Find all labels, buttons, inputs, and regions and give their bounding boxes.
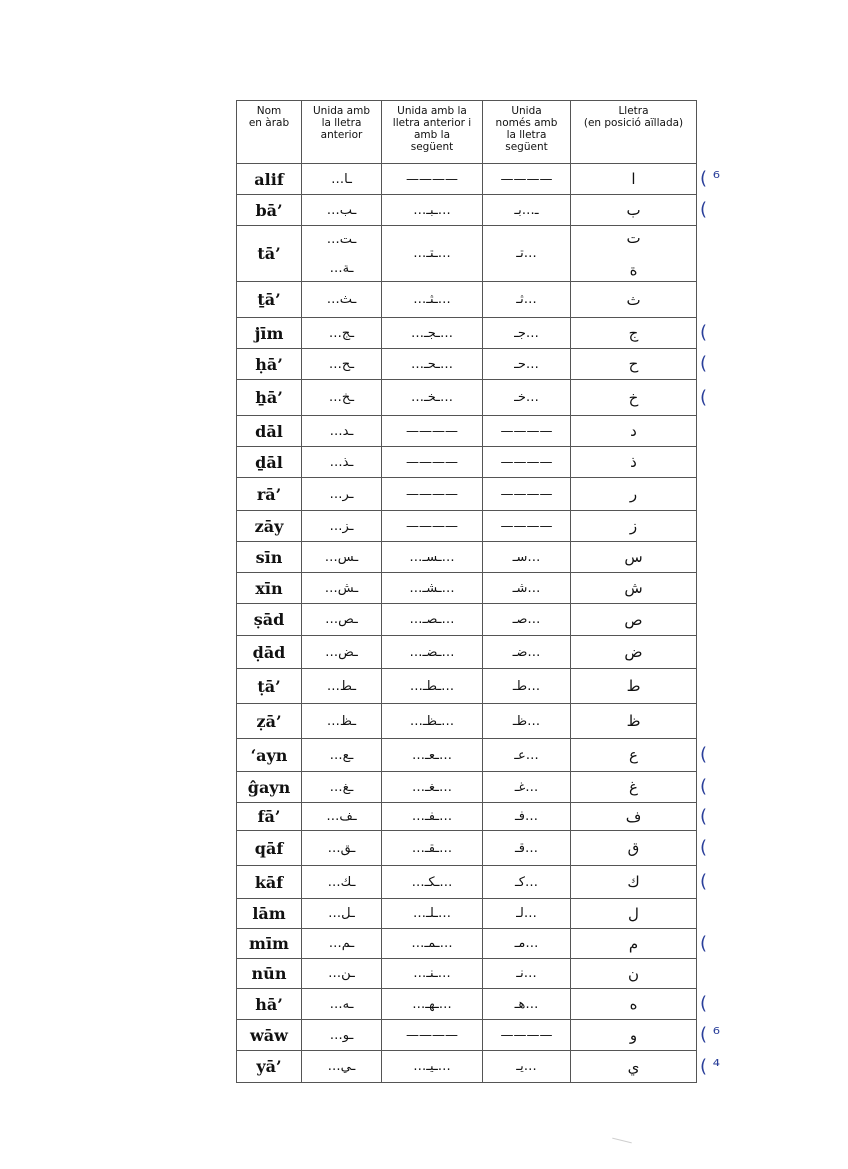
letter-name: ḍād — [237, 636, 302, 669]
letter-name: alif — [237, 164, 302, 195]
isolated-form: ص — [571, 604, 697, 636]
isolated-form: ه — [571, 989, 697, 1020]
table-row — [237, 164, 697, 195]
letter-name: qāf — [237, 831, 302, 866]
medial-form: ———— — [382, 416, 483, 447]
initial-form: ـ…بـ — [483, 195, 571, 226]
isolated-form: و — [571, 1020, 697, 1051]
table-row — [237, 1051, 697, 1083]
letter-name: ĝayn — [237, 772, 302, 803]
table-row — [237, 282, 697, 318]
letter-name: ẖā’ — [237, 380, 302, 416]
final-form: …ـت — [326, 231, 357, 247]
isolated-form: ث — [571, 282, 697, 318]
table-row — [237, 604, 697, 636]
margin-check-mark: ( — [700, 353, 708, 374]
header-name: Nom en àrab — [237, 101, 302, 164]
isolated-form: ن — [571, 959, 697, 989]
letter-name: fā’ — [237, 803, 302, 831]
letter-name: bā’ — [237, 195, 302, 226]
isolated-form: ض — [571, 636, 697, 669]
final-form: …ـز — [302, 511, 382, 542]
medial-form: …ـغـ… — [382, 772, 483, 803]
medial-form: …ـضـ… — [382, 636, 483, 669]
medial-form: …ـظـ… — [382, 704, 483, 739]
isolated-form: خ — [571, 380, 697, 416]
isolated-form: ل — [571, 899, 697, 929]
isolated-form: ظ — [571, 704, 697, 739]
isolated-form: س — [571, 542, 697, 573]
final-form: …ـغ — [302, 772, 382, 803]
letter-name: dāl — [237, 416, 302, 447]
table-row — [237, 349, 697, 380]
medial-form: …ـلـ… — [382, 899, 483, 929]
isolated-form: م — [571, 929, 697, 959]
medial-form: …ـعـ… — [382, 739, 483, 772]
medial-form: …ـثـ… — [382, 282, 483, 318]
final-form: …ـض — [302, 636, 382, 669]
medial-form: …ـمـ… — [382, 929, 483, 959]
final-form: …ـح — [302, 349, 382, 380]
isolated-form: ي — [571, 1051, 697, 1083]
initial-form: كـ… — [483, 866, 571, 899]
final-form: …ـخ — [302, 380, 382, 416]
letter-name: ṯā’ — [237, 282, 302, 318]
initial-form: سـ… — [483, 542, 571, 573]
medial-form: …ـصـ… — [382, 604, 483, 636]
arabic-alphabet-table-wrapper — [236, 100, 696, 1083]
margin-check-mark: ( — [700, 744, 708, 765]
table-row — [237, 318, 697, 349]
final-form: …ـن — [302, 959, 382, 989]
letter-name: kāf — [237, 866, 302, 899]
initial-form: هـ… — [483, 989, 571, 1020]
table-row — [237, 899, 697, 929]
final-form: …ـه — [302, 989, 382, 1020]
isolated-form: ك — [571, 866, 697, 899]
table-row — [237, 959, 697, 989]
margin-check-mark: ( — [700, 199, 708, 220]
margin-check-mark: ( — [700, 805, 708, 827]
medial-form: …ـسـ… — [382, 542, 483, 573]
arabic-alphabet-table — [236, 100, 697, 1083]
final-form: …ـا — [302, 164, 382, 195]
isolated-form: ح — [571, 349, 697, 380]
final-form: …ـط — [302, 669, 382, 704]
isolated-form: ط — [571, 669, 697, 704]
margin-check-mark: ( — [700, 993, 708, 1014]
letter-name: mīm — [237, 929, 302, 959]
medial-form: ———— — [382, 447, 483, 478]
medial-form: ———— — [382, 478, 483, 511]
header-initial: Unida només amb la lletra següent — [483, 101, 571, 164]
isolated-form: ج — [571, 318, 697, 349]
medial-form: …ـكـ… — [382, 866, 483, 899]
table-row — [237, 739, 697, 772]
initial-form: ———— — [483, 447, 571, 478]
table-row — [237, 669, 697, 704]
letter-name: jīm — [237, 318, 302, 349]
final-form: …ـث — [302, 282, 382, 318]
medial-form: …ـتـ… — [382, 226, 483, 282]
initial-form: حـ… — [483, 349, 571, 380]
margin-check-mark: ( ⁶ — [700, 168, 720, 189]
header-medial: Unida amb la lletra anterior i amb la següent — [382, 101, 483, 164]
final-form: …ـج — [302, 318, 382, 349]
medial-form: …ـطـ… — [382, 669, 483, 704]
final-form: …ـف — [302, 803, 382, 831]
initial-form: ثـ… — [483, 282, 571, 318]
margin-check-mark: ( — [700, 932, 708, 954]
final-form: …ـذ — [302, 447, 382, 478]
medial-form: ———— — [382, 511, 483, 542]
table-row — [237, 831, 697, 866]
initial-form: خـ… — [483, 380, 571, 416]
isolated-form: ا — [571, 164, 697, 195]
table-row — [237, 416, 697, 447]
table-row — [237, 542, 697, 573]
initial-form: فـ… — [483, 803, 571, 831]
isolated-form: ف — [571, 803, 697, 831]
letter-name: ṭā’ — [237, 669, 302, 704]
letter-name: ṣād — [237, 604, 302, 636]
table-body — [237, 164, 697, 1083]
initial-form: جـ… — [483, 318, 571, 349]
table-row — [237, 772, 697, 803]
final-form: …ـد — [302, 416, 382, 447]
letter-name: yā’ — [237, 1051, 302, 1083]
isolated-form: ذ — [571, 447, 697, 478]
initial-form: غـ… — [483, 772, 571, 803]
initial-form: ———— — [483, 511, 571, 542]
table-row — [237, 866, 697, 899]
isolated-form: ق — [571, 831, 697, 866]
initial-form: قـ… — [483, 831, 571, 866]
isolated-form: د — [571, 416, 697, 447]
paper-scuff — [612, 1138, 632, 1144]
final-form: …ـس — [302, 542, 382, 573]
medial-form: …ـجـ… — [382, 318, 483, 349]
table-row — [237, 573, 697, 604]
letter-name: ‘ayn — [237, 739, 302, 772]
initial-form: ———— — [483, 1020, 571, 1051]
initial-form: ضـ… — [483, 636, 571, 669]
medial-form: …ـقـ… — [382, 831, 483, 866]
initial-form: تـ… — [483, 226, 571, 282]
letter-name: ḏāl — [237, 447, 302, 478]
initial-form: ظـ… — [483, 704, 571, 739]
medial-form: ———— — [382, 1020, 483, 1051]
letter-name: ẓā’ — [237, 704, 302, 739]
isolated-form-alt: ة — [629, 260, 638, 279]
isolated-form: ز — [571, 511, 697, 542]
final-form: …ـو — [302, 1020, 382, 1051]
letter-name: wāw — [237, 1020, 302, 1051]
final-form: …ـي — [302, 1051, 382, 1083]
table-row — [237, 511, 697, 542]
letter-name: lām — [237, 899, 302, 929]
table-row — [237, 447, 697, 478]
final-form: …ـب — [302, 195, 382, 226]
final-form: …ـم — [302, 929, 382, 959]
isolated-form: ر — [571, 478, 697, 511]
medial-form: …ـحـ… — [382, 349, 483, 380]
medial-form: …ـشـ… — [382, 573, 483, 604]
initial-form: ———— — [483, 416, 571, 447]
medial-form: …ـيـ… — [382, 1051, 483, 1083]
initial-form: يـ… — [483, 1051, 571, 1083]
final-form: …ـق — [302, 831, 382, 866]
final-form: …ـل — [302, 899, 382, 929]
letter-name: tā’ — [237, 226, 302, 282]
table-row — [237, 704, 697, 739]
initial-form: لـ… — [483, 899, 571, 929]
isolated-form: ع — [571, 739, 697, 772]
table-row — [237, 636, 697, 669]
final-form: …ـظ — [302, 704, 382, 739]
initial-form: صـ… — [483, 604, 571, 636]
initial-form: ———— — [483, 478, 571, 511]
table-row — [237, 803, 697, 831]
final-form: …ـص — [302, 604, 382, 636]
isolated-form: ش — [571, 573, 697, 604]
margin-check-mark: ( ⁴ — [700, 1055, 720, 1077]
table-row — [237, 380, 697, 416]
initial-form: عـ… — [483, 739, 571, 772]
final-form-cell — [302, 226, 382, 282]
margin-check-mark: ( — [700, 776, 708, 797]
table-row — [237, 989, 697, 1020]
initial-form: شـ… — [483, 573, 571, 604]
medial-form: ———— — [382, 164, 483, 195]
isolated-form-cell — [571, 226, 697, 282]
initial-form: طـ… — [483, 669, 571, 704]
isolated-form: غ — [571, 772, 697, 803]
letter-name: ḥā’ — [237, 349, 302, 380]
table-row — [237, 226, 697, 282]
isolated-form: ت — [626, 228, 641, 247]
final-form: …ـع — [302, 739, 382, 772]
table-row — [237, 195, 697, 226]
initial-form: نـ… — [483, 959, 571, 989]
initial-form: ———— — [483, 164, 571, 195]
medial-form: …ـبـ… — [382, 195, 483, 226]
medial-form: …ـنـ… — [382, 959, 483, 989]
margin-check-mark: ( — [700, 837, 708, 858]
margin-check-mark: ( — [700, 871, 708, 892]
letter-name: nūn — [237, 959, 302, 989]
letter-name: hā’ — [237, 989, 302, 1020]
margin-check-mark: ( — [700, 386, 708, 408]
final-form: …ـك — [302, 866, 382, 899]
medial-form: …ـهـ… — [382, 989, 483, 1020]
header-final: Unida amb la lletra anterior — [302, 101, 382, 164]
table-row — [237, 478, 697, 511]
final-form-alt: …ـة — [329, 260, 354, 276]
isolated-form: ب — [571, 195, 697, 226]
margin-check-mark: ( ⁶ — [700, 1024, 720, 1045]
header-row — [237, 101, 697, 164]
medial-form: …ـفـ… — [382, 803, 483, 831]
letter-name: xīn — [237, 573, 302, 604]
final-form: …ـش — [302, 573, 382, 604]
table-row — [237, 1020, 697, 1051]
letter-name: zāy — [237, 511, 302, 542]
initial-form: مـ… — [483, 929, 571, 959]
letter-name: rā’ — [237, 478, 302, 511]
final-form: …ـر — [302, 478, 382, 511]
letter-name: sīn — [237, 542, 302, 573]
medial-form: …ـخـ… — [382, 380, 483, 416]
margin-check-mark: ( — [700, 322, 708, 343]
table-row — [237, 929, 697, 959]
header-isolated: Lletra (en posició aïllada) — [571, 101, 697, 164]
